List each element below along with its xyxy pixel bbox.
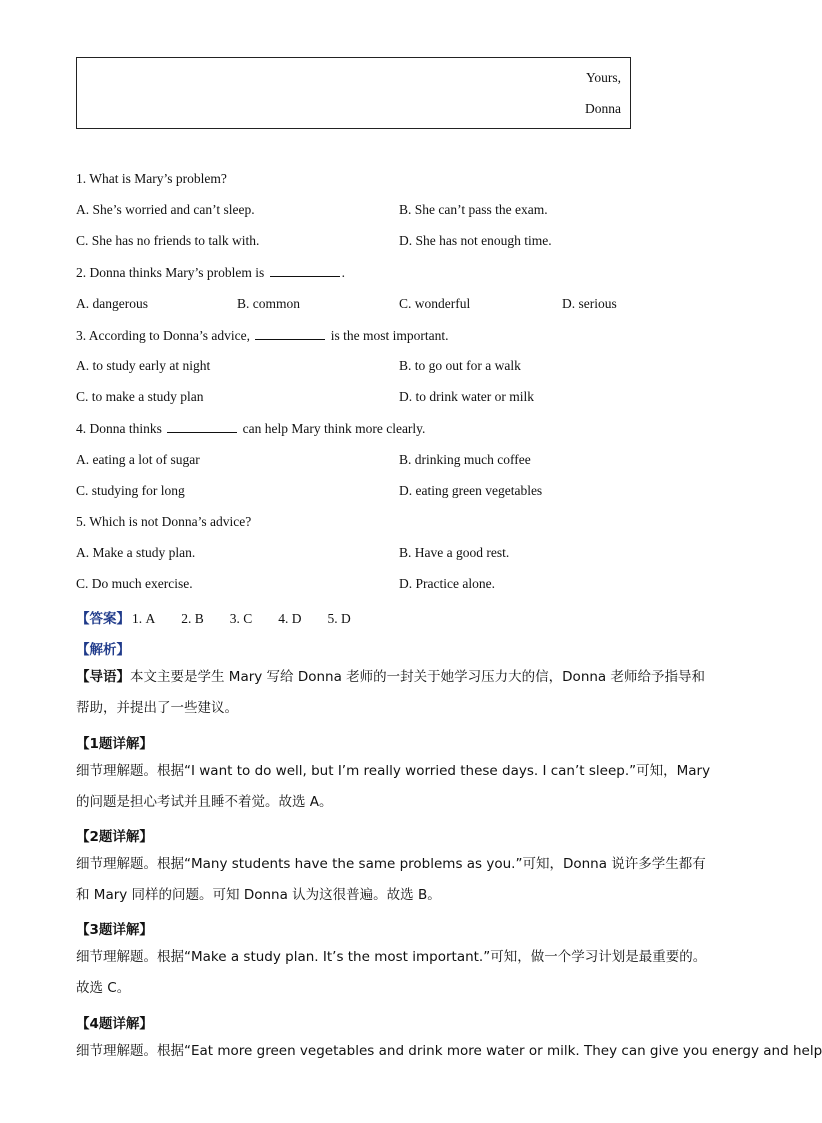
letter-signature: Donna [585, 101, 621, 116]
answer-1: 1. A [132, 611, 156, 626]
question-4-stem [76, 420, 425, 437]
detail-2-label: 【2题详解】 [76, 829, 153, 845]
detail-4-label: 【4题详解】 [76, 1016, 153, 1032]
q2-stem-after: . [341, 265, 345, 280]
q1-option-d: D. She has not enough time. [399, 233, 552, 248]
question-1-stem: 1. What is Mary’s problem? [76, 171, 227, 186]
answer-5: 5. D [327, 611, 351, 626]
q4-option-b: B. drinking much coffee [399, 452, 531, 467]
q5-option-d: D. Practice alone. [399, 576, 495, 591]
letter-closing: Yours, [585, 70, 621, 85]
question-2-stem [76, 264, 345, 281]
q5-option-a: A. Make a study plan. [76, 545, 196, 560]
detail-4-text: 细节理解题。根据“Eat more green vegetables and drink more water or milk. They can give you energy and help [76, 1043, 822, 1059]
q2-option-d: D. serious [562, 296, 617, 311]
question-5-stem: 5. Which is not Donna’s advice? [76, 514, 252, 529]
q3-stem-before: 3. According to Donna’s advice, [76, 328, 250, 343]
analysis-label: 【解析】 [76, 642, 130, 658]
q4-option-c: C. studying for long [76, 483, 185, 498]
answer-3: 3. C [229, 611, 253, 626]
q2-option-a: A. dangerous [76, 296, 148, 311]
q3-option-c: C. to make a study plan [76, 389, 204, 404]
q2-blank [270, 264, 340, 277]
answer-label: 【答案】 [76, 611, 130, 627]
answer-4: 4. D [278, 611, 302, 626]
detail-3-text: 细节理解题。根据“Make a study plan. It’s the most important.”可知，做一个学习计划是最重要的。故选 C。 [76, 949, 707, 996]
detail-1-label: 【1题详解】 [76, 736, 153, 752]
q4-stem-after: can help Mary think more clearly. [242, 421, 426, 436]
q2-stem-before: 2. Donna thinks Mary’s problem is [76, 265, 265, 280]
letter-closing-box [76, 57, 631, 129]
question-3-stem [76, 327, 448, 344]
q4-option-a: A. eating a lot of sugar [76, 452, 200, 467]
q3-stem-after: is the most important. [330, 328, 449, 343]
q2-option-b: B. common [237, 296, 300, 311]
q3-option-d: D. to drink water or milk [399, 389, 534, 404]
q4-stem-before: 4. Donna thinks [76, 421, 162, 436]
q5-option-b: B. Have a good rest. [399, 545, 510, 560]
q1-option-c: C. She has no friends to talk with. [76, 233, 260, 248]
q5-option-c: C. Do much exercise. [76, 576, 193, 591]
answer-key [76, 607, 377, 627]
q2-option-c: C. wonderful [399, 296, 471, 311]
q1-option-b: B. She can’t pass the exam. [399, 202, 548, 217]
q3-option-a: A. to study early at night [76, 358, 211, 373]
detail-1-text: 细节理解题。根据“I want to do well, but I’m really worried these days. I can’t sleep.”可知，Mary 的问题是担心考试并且睡不着觉。故选 A。 [76, 763, 711, 810]
intro-paragraph [76, 662, 718, 724]
q4-blank [167, 420, 237, 433]
intro-label: 【导语】 [76, 669, 130, 685]
answer-2: 2. B [181, 611, 204, 626]
detail-2-text: 细节理解题。根据“Many students have the same problems as you.”可知，Donna 说许多学生都有和 Mary 同样的问题。可知 Donna 认为这很普遍。故选 B。 [76, 856, 706, 903]
q3-blank [255, 327, 325, 340]
q3-option-b: B. to go out for a walk [399, 358, 521, 373]
q1-option-a: A. She’s worried and can’t sleep. [76, 202, 255, 217]
q4-option-d: D. eating green vegetables [399, 483, 543, 498]
detail-3-label: 【3题详解】 [76, 922, 153, 938]
intro-text: 本文主要是学生 Mary 写给 Donna 老师的一封关于她学习压力大的信，Donna 老师给予指导和帮助，并提出了一些建议。 [76, 669, 705, 716]
